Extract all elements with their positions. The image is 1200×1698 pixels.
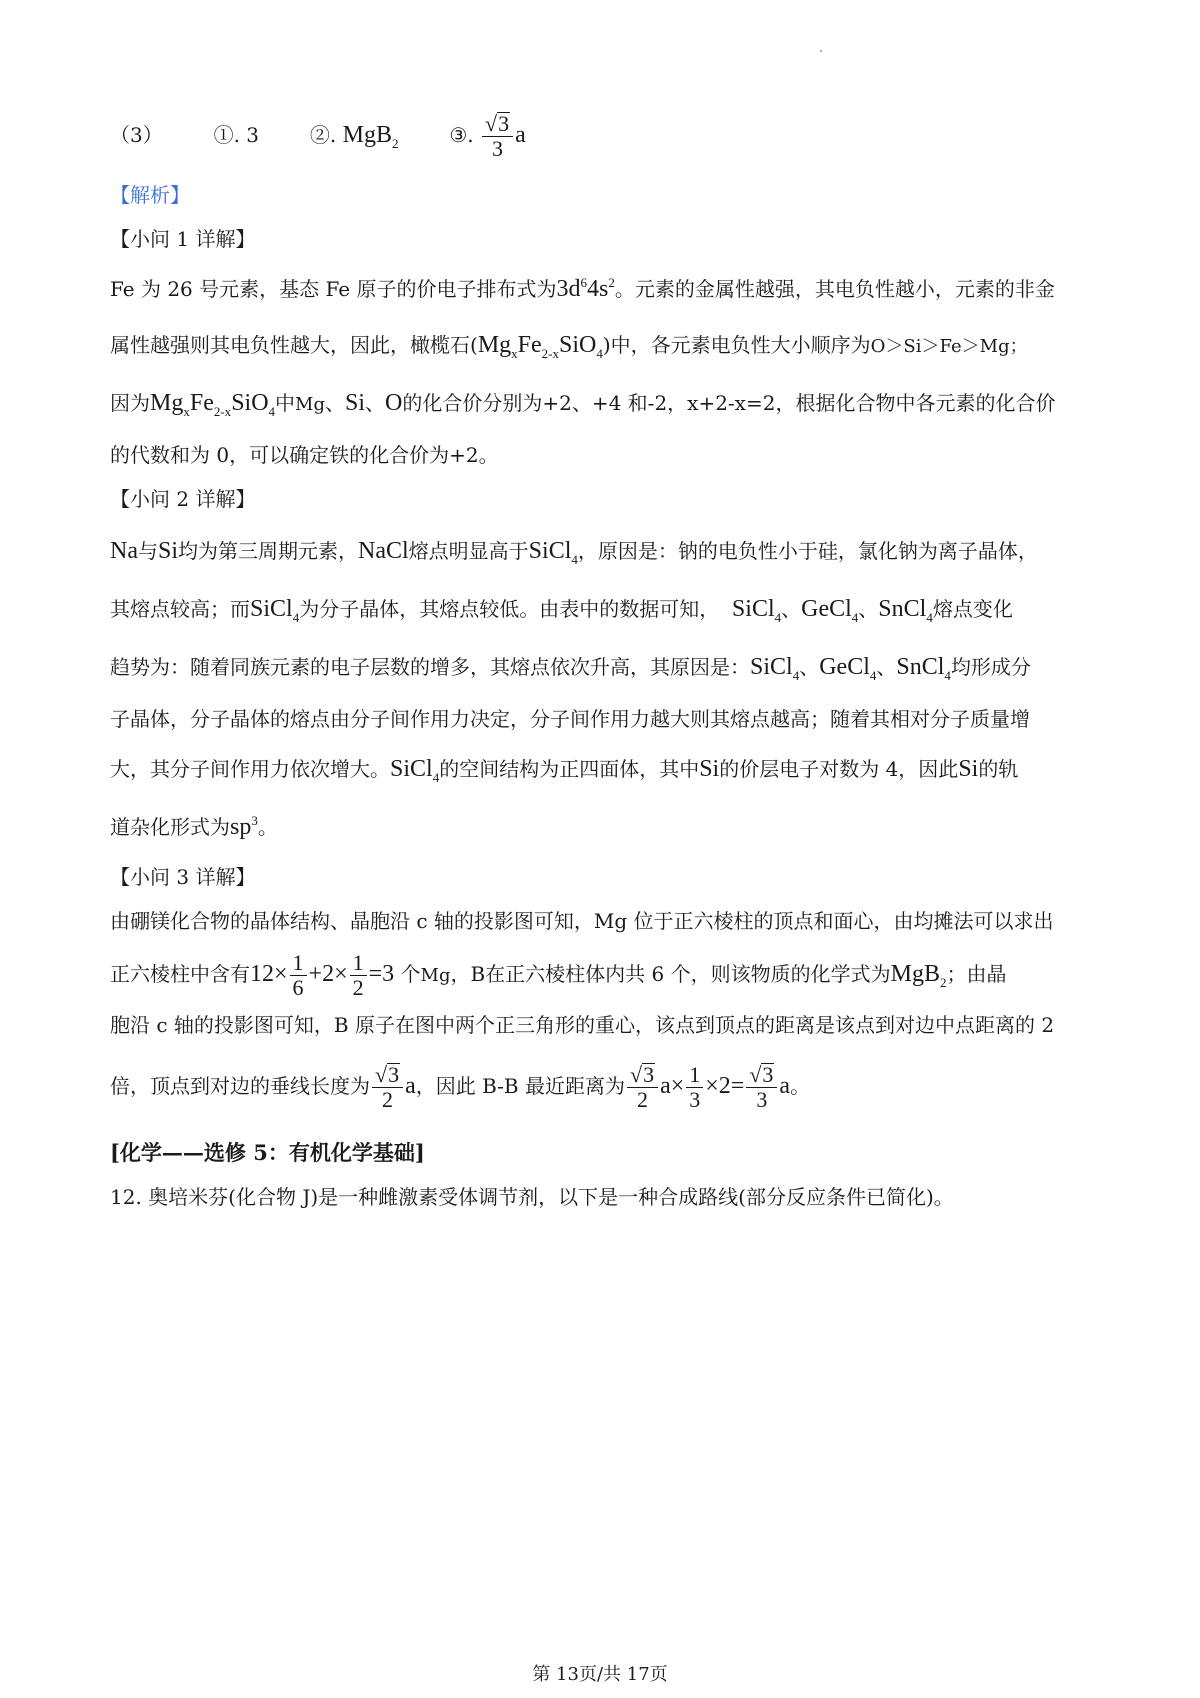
answer-part-3-tail: a xyxy=(515,122,526,148)
answer-part-3-fraction: √ 3 3 xyxy=(482,112,513,161)
q3-line-2: 正六棱柱中含有12× $\frac{1}{6}$ +2× $\frac{1}{2}$ =3 个Mg，B在正六棱柱体内共 6 个，则该物质的化学式为MgB$_2$；由晶 xyxy=(110,950,1007,1000)
answer-part-2-formula: MgB$_2$ xyxy=(342,122,399,151)
q3-line-1: 由硼镁化合物的晶体结构、晶胞沿 c 轴的投影图可知，Mg 位于正六棱柱的顶点和面心，由均摊法可以求出 xyxy=(110,909,1054,933)
q2-line-6: 道杂化形式为$sp^3$。 xyxy=(110,813,278,840)
q1-line-1: Fe 为 26 号元素，基态 Fe 原子的价电子排布式为$3d^64s^2$。元素的金属性越强，其电负性越小，元素的非金 xyxy=(110,275,1055,302)
answer-part-3-label: ③. xyxy=(449,123,474,147)
q1-heading: 【小问 1 详解】 xyxy=(110,227,256,251)
q2-line-5: 大，其分子间作用力依次增大。SiCl$_4$的空间结构为正四面体，其中Si的价层电子对数为 4，因此Si的轨 xyxy=(110,756,1019,785)
analysis-heading: 【解析】 xyxy=(110,183,190,207)
scan-dot xyxy=(820,50,822,52)
answer-3 xyxy=(110,112,1100,161)
section-heading: [化学——选修 5：有机化学基础] xyxy=(110,1140,425,1165)
fraction-1-2: $\frac{1}{2}$ xyxy=(350,951,367,1000)
q3-heading: 【小问 3 详解】 xyxy=(110,865,256,889)
page-footer: 第 13页/共 17页 xyxy=(532,1664,668,1685)
fraction-1-3: $\frac{1}{3}$ xyxy=(686,1063,703,1112)
fraction-1-6: $\frac{1}{6}$ xyxy=(290,951,307,1000)
q2-line-1: Na与Si均为第三周期元素，NaCl熔点明显高于SiCl$_4$，原因是：钠的电负性小于硅，氯化钠为离子晶体， xyxy=(110,538,1038,567)
answer-number: （3） xyxy=(110,123,163,147)
fraction-sqrt3-2-b: √ 3 2 xyxy=(627,1063,658,1112)
q2-line-3: 趋势为：随着同族元素的电子层数的增多，其熔点依次升高，其原因是：SiCl$_4$、GeCl$_4$、SnCl$_4$均形成分 xyxy=(110,654,1031,683)
q1-line-4: 的代数和为 0，可以确定铁的化合价为+2。 xyxy=(110,443,499,467)
answer-part-1: ①. 3 xyxy=(213,123,260,147)
q1-line-3: 因为$Mg_xFe_{2-x}SiO_4$中Mg、Si、O的化合价分别为+2、+4 和-2，x+2-x=2，根据化合物中各元素的化合价 xyxy=(110,390,1056,419)
q2-line-2: 其熔点较高；而SiCl$_4$为分子晶体，其熔点较低。由表中的数据可知， SiCl$_4$、GeCl$_4$、SnCl$_4$熔点变化 xyxy=(110,596,1013,625)
q2-line-4: 子晶体，分子晶体的熔点由分子间作用力决定，分子间作用力越大则其熔点越高；随着其相对分子质量增 xyxy=(110,707,1030,731)
q1-line-2: 属性越强则其电负性越大，因此，橄榄石$(Mg_xFe_{2-x}SiO_4)$中，各元素电负性大小顺序为O＞Si＞Fe＞Mg； xyxy=(110,332,1028,361)
q3-line-3: 胞沿 c 轴的投影图可知，B 原子在图中两个正三角形的重心，该点到顶点的距离是该点到对边中点距离的 2 xyxy=(110,1013,1055,1037)
q3-line-4: 倍，顶点到对边的垂线长度为 √ 3 2 a，因此 B-B 最近距离为 √ 3 2 a× $\frac{1}{3}$ ×2= √ 3 3 a。 xyxy=(110,1062,811,1112)
fraction-sqrt3-3: √ 3 3 xyxy=(746,1063,777,1112)
fraction-sqrt3-2: √ 3 2 xyxy=(372,1063,403,1112)
q2-heading: 【小问 2 详解】 xyxy=(110,487,256,511)
question-12: 12. 奥培米芬(化合物 J)是一种雌激素受体调节剂，以下是一种合成路线(部分反应条件已简化)。 xyxy=(110,1185,954,1209)
answer-part-2-label: ②. xyxy=(309,123,337,147)
